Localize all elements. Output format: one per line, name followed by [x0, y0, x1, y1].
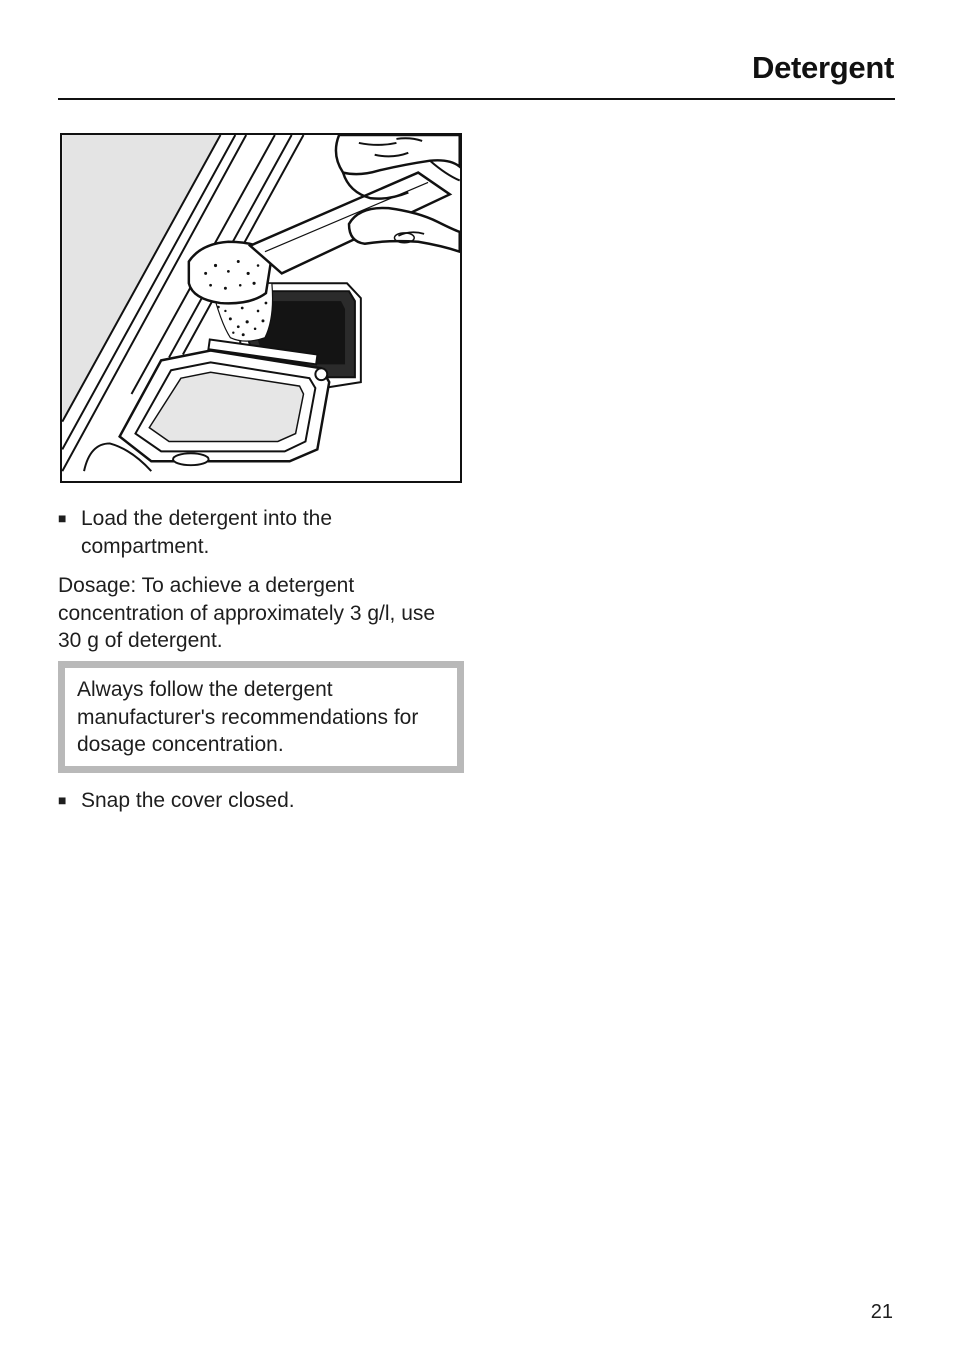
detergent-loading-illustration [60, 133, 462, 483]
bullet-square-icon: ■ [58, 792, 67, 808]
bullet-square-icon: ■ [58, 510, 67, 526]
dosage-paragraph: Dosage: To achieve a detergent concentration of approximately 3 g/l, use 30 g of detergent. [58, 574, 436, 652]
instruction-step-load [58, 505, 458, 560]
step-text: Snap the cover closed. [81, 789, 295, 812]
note-box [58, 661, 464, 773]
page-title: Detergent [752, 50, 894, 85]
page-number: 21 [870, 1301, 893, 1323]
instruction-step-close [58, 787, 458, 815]
header-divider [58, 98, 895, 100]
detergent-scoop-illustration-icon [62, 135, 460, 481]
step-text: Load the detergent into the compartment. [81, 507, 333, 558]
note-text: Always follow the detergent manufacturer's recommendations for dosage concentration. [77, 678, 419, 756]
